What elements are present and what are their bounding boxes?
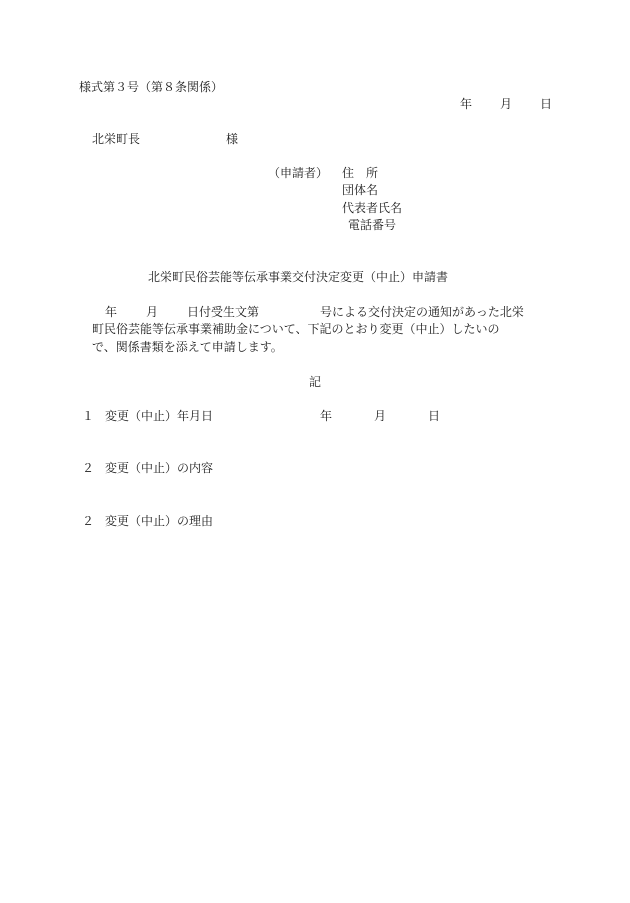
item-year: 年	[320, 409, 333, 423]
document-title: 北栄町民俗芸能等伝承事業交付決定変更（中止）申請書	[148, 270, 449, 284]
item-number: １	[82, 409, 95, 423]
body-month: 月	[146, 305, 159, 319]
applicant-label: （申請者）	[268, 166, 329, 180]
body-year: 年	[105, 305, 118, 319]
applicant-phone: 電話番号	[348, 218, 397, 232]
date-month: 月	[500, 97, 513, 111]
date-year: 年	[460, 97, 473, 111]
applicant-address: 住 所	[342, 166, 379, 180]
date-day: 日	[540, 97, 553, 111]
body-line2: 町民俗芸能等伝承事業補助金について、下記のとおり変更（中止）したいの	[92, 322, 500, 336]
applicant-organization: 団体名	[342, 183, 379, 197]
item-label: 変更（中止）年月日	[105, 409, 214, 423]
form-number: 様式第３号（第８条関係）	[79, 80, 224, 94]
applicant-representative: 代表者氏名	[342, 201, 403, 215]
item-number: ２	[82, 461, 95, 475]
addressee-name: 北栄町長	[92, 132, 141, 146]
item-label: 変更（中止）の内容	[105, 461, 214, 475]
addressee-honorific: 様	[226, 132, 239, 146]
item-month: 月	[374, 409, 387, 423]
body-day-ref: 日付受生文第	[187, 305, 260, 319]
body-line3: で、関係書類を添えて申請します。	[92, 340, 283, 354]
item-label: 変更（中止）の理由	[105, 514, 214, 528]
body-line1-rest: 号による交付決定の通知があった北栄	[320, 305, 524, 319]
ki-heading: 記	[309, 375, 322, 389]
item-day: 日	[428, 409, 441, 423]
item-number: ２	[82, 514, 95, 528]
